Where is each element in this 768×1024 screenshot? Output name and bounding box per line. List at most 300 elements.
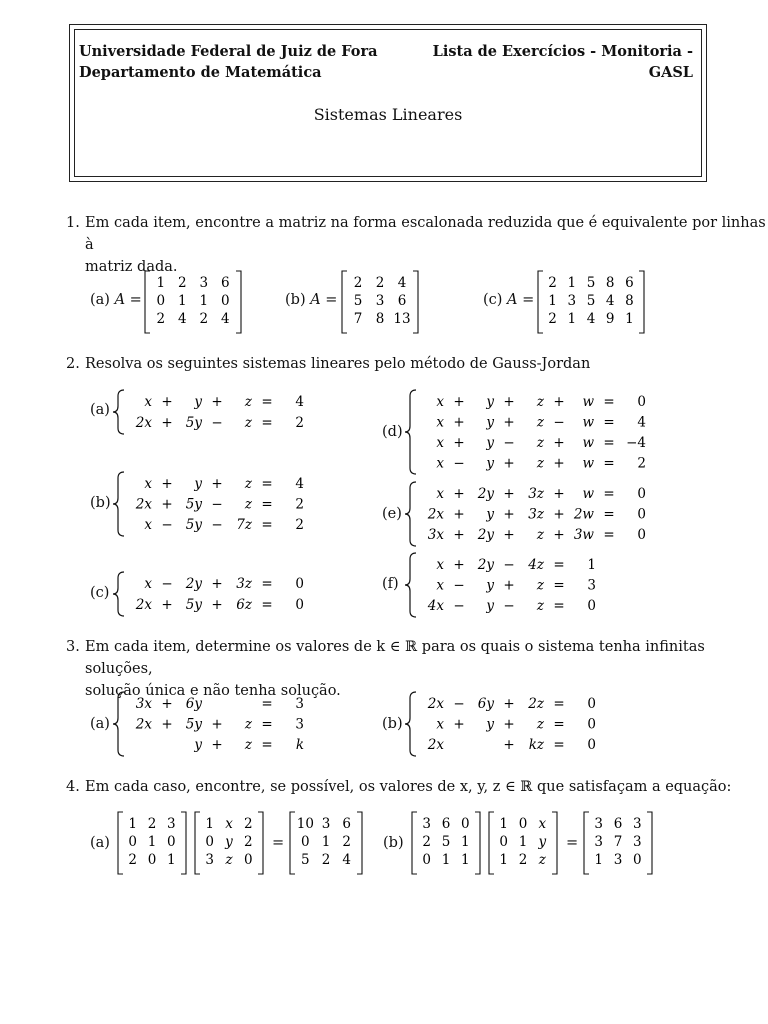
system-term: +: [161, 597, 173, 614]
system-term: w: [582, 434, 594, 451]
bracket-left: [412, 812, 417, 874]
bracket-right: [258, 812, 263, 874]
matrix-cell: 0: [461, 816, 470, 832]
system-term: 5y: [185, 597, 202, 614]
curly-brace: [113, 692, 124, 756]
system-term: −: [503, 434, 515, 451]
system-term: 2: [637, 455, 646, 472]
matrix-cell: 4: [342, 852, 351, 868]
system-term: 0: [587, 598, 596, 615]
system-term: −: [453, 455, 465, 472]
matrix-cell: 1: [461, 852, 470, 868]
q1b-matrix-name: A =: [310, 292, 338, 308]
header-right: [433, 41, 693, 83]
system-term: +: [453, 485, 465, 502]
system-term: z: [536, 455, 544, 472]
matrix-cell: 4: [177, 311, 187, 327]
q2d-label: (d): [382, 424, 403, 440]
system-term: 5y: [185, 415, 202, 432]
matrix-cell: 6: [613, 816, 623, 832]
curly-brace: [113, 390, 124, 434]
system-term: +: [211, 475, 223, 492]
document-title: Sistemas Lineares: [313, 105, 463, 124]
q4b-equals: =: [566, 835, 579, 851]
system-term: z: [244, 737, 252, 754]
matrix-cell: 2: [244, 834, 253, 850]
system-term: +: [453, 556, 465, 573]
matrix-cell: z: [538, 852, 546, 868]
matrix-cell: 2: [156, 311, 166, 327]
system-term: −: [211, 415, 223, 432]
matrix-cell: 0: [422, 852, 431, 868]
header-inner-frame: [74, 29, 702, 177]
system-term: 0: [295, 597, 304, 614]
matrix-cell: 0: [156, 293, 166, 309]
matrix-cell: 1: [147, 834, 157, 850]
system-term: +: [503, 737, 515, 754]
system-term: =: [553, 695, 565, 712]
matrix-cell: 2: [548, 275, 557, 291]
system-term: 2y: [185, 576, 202, 593]
system-term: +: [453, 393, 465, 410]
matrix-cell: 1: [461, 834, 470, 850]
list-title-line1: Lista de Exercícios - Monitoria -: [432, 43, 693, 60]
system-term: 2z: [528, 695, 544, 712]
matrix-cell: 1: [518, 834, 528, 850]
q4a-matrix-unknowns: [193, 811, 265, 875]
system-term: =: [553, 737, 565, 754]
bracket-left: [145, 271, 150, 333]
bracket-right: [413, 271, 418, 333]
header-box: [69, 24, 707, 182]
matrix-cell: 0: [205, 834, 214, 850]
system-term: 6y: [185, 695, 202, 712]
system-term: 4: [637, 414, 646, 431]
system-term: +: [211, 597, 223, 614]
q4a-matrix-result: [288, 811, 364, 875]
system-term: =: [553, 598, 565, 615]
system-term: =: [603, 455, 615, 472]
system-term: 2: [295, 415, 304, 432]
system-term: =: [261, 496, 273, 513]
system-term: 2w: [573, 506, 594, 523]
matrix-cell: 6: [342, 816, 351, 832]
system-term: −4: [626, 434, 646, 451]
matrix-cell: 3: [205, 852, 214, 868]
matrix-cell: 3: [567, 293, 577, 309]
system-term: y: [194, 394, 202, 411]
matrix-cell: 0: [518, 816, 528, 832]
system-term: =: [553, 577, 565, 594]
system-term: +: [503, 455, 515, 472]
curly-brace: [405, 390, 416, 474]
system-term: +: [503, 485, 515, 502]
system-term: 0: [637, 506, 646, 523]
question-1-number: 1.: [66, 215, 80, 231]
system-term: +: [553, 506, 565, 523]
q4b-label: (b): [383, 835, 404, 851]
system-term: 0: [295, 576, 304, 593]
system-term: =: [261, 475, 273, 492]
matrix-cell: 4: [586, 311, 596, 327]
curly-brace: [405, 482, 416, 546]
matrix-cell: 3: [167, 816, 176, 832]
system-term: y: [486, 716, 494, 733]
q1b-label-text: (b): [285, 292, 306, 308]
system-term: +: [453, 527, 465, 544]
system-term: 0: [587, 716, 596, 733]
matrix-cell: 0: [147, 852, 157, 868]
matrix-cell: 5: [586, 275, 596, 291]
system-term: +: [503, 716, 515, 733]
matrix-cell: 3: [422, 816, 431, 832]
system-term: z: [536, 577, 544, 594]
system-term: 0: [637, 527, 646, 544]
question-3-text-line2: solução única e não tenha solução.: [85, 683, 341, 699]
matrix-cell: x: [225, 816, 233, 832]
matrix-cell: 0: [167, 834, 176, 850]
system-term: −: [161, 576, 173, 593]
system-term: 2: [295, 496, 304, 513]
system-term: x: [144, 394, 152, 411]
system-term: x: [144, 475, 152, 492]
q2c-system: [112, 570, 312, 618]
q2e-system: [404, 480, 654, 548]
system-term: x: [436, 393, 444, 410]
bracket-left: [195, 812, 200, 874]
system-term: y: [194, 737, 202, 754]
matrix-cell: 2: [177, 275, 187, 291]
system-term: y: [486, 577, 494, 594]
q2f-label: (f): [382, 576, 399, 592]
matrix-cell: 2: [128, 852, 137, 868]
system-term: 3z: [236, 576, 252, 593]
bracket-right: [181, 812, 186, 874]
system-term: 4z: [528, 556, 544, 573]
system-term: y: [486, 434, 494, 451]
system-term: −: [211, 517, 223, 534]
matrix-cell: 4: [220, 311, 230, 327]
matrix-cell: 8: [375, 311, 385, 327]
matrix-cell: z: [225, 852, 233, 868]
system-term: =: [553, 716, 565, 733]
q1a-matrix-name: A =: [114, 292, 142, 308]
system-term: x: [436, 455, 444, 472]
bracket-left: [489, 812, 494, 874]
matrix-cell: 0: [128, 834, 137, 850]
matrix-cell: 10: [296, 816, 314, 832]
matrix-cell: 9: [605, 311, 615, 327]
matrix-cell: 1: [594, 852, 603, 868]
system-term: y: [486, 598, 494, 615]
q3a-label: (a): [90, 716, 110, 732]
system-term: =: [261, 737, 273, 754]
q1c-label: [483, 292, 534, 308]
system-term: 0: [637, 393, 646, 410]
system-term: w: [582, 393, 594, 410]
system-term: −: [453, 695, 465, 712]
system-term: z: [244, 394, 252, 411]
system-term: 3: [295, 695, 304, 712]
system-term: x: [436, 485, 444, 502]
system-term: =: [603, 506, 615, 523]
system-term: =: [261, 415, 273, 432]
system-term: w: [582, 414, 594, 431]
system-term: 2x: [427, 695, 444, 712]
q2a-label: (a): [90, 402, 110, 418]
question-4-text: Em cada caso, encontre, se possível, os valores de x, y, z ∈ ℝ que satisfaçam a equação:: [85, 779, 732, 795]
system-term: z: [244, 496, 252, 513]
system-term: 2y: [477, 556, 494, 573]
system-term: +: [503, 527, 515, 544]
system-term: +: [161, 415, 173, 432]
matrix-cell: 8: [625, 293, 634, 309]
system-term: =: [261, 597, 273, 614]
matrix-cell: 0: [220, 293, 230, 309]
matrix-cell: 8: [605, 275, 615, 291]
system-term: =: [261, 576, 273, 593]
q1c-label-text: (c): [483, 292, 503, 308]
question-2-number: 2.: [66, 356, 80, 372]
curly-brace: [113, 472, 124, 536]
system-term: 2y: [477, 527, 494, 544]
system-term: +: [553, 455, 565, 472]
system-term: =: [603, 434, 615, 451]
list-title-line2: GASL: [648, 64, 693, 81]
q2d-system: [404, 388, 646, 476]
system-term: +: [503, 695, 515, 712]
system-term: =: [261, 394, 273, 411]
matrix-cell: x: [538, 816, 547, 832]
system-term: −: [211, 496, 223, 513]
q3b-system: [404, 690, 604, 758]
matrix-cell: 2: [199, 311, 209, 327]
question-4-number: 4.: [66, 779, 80, 795]
bracket-left: [538, 271, 543, 333]
matrix-cell: 1: [567, 311, 577, 327]
matrix-cell: 2: [375, 275, 385, 291]
system-term: +: [553, 527, 565, 544]
system-term: −: [553, 414, 565, 431]
q1a-label: [90, 292, 142, 308]
system-term: 2x: [427, 506, 444, 523]
system-term: =: [261, 716, 273, 733]
q2a-system: [112, 388, 312, 436]
matrix-cell: 2: [321, 852, 331, 868]
bracket-left: [584, 812, 589, 874]
system-term: x: [144, 517, 152, 534]
system-term: =: [553, 556, 565, 573]
system-term: −: [161, 517, 173, 534]
matrix-cell: 2: [147, 816, 157, 832]
system-term: 2x: [135, 597, 152, 614]
matrix-cell: 1: [177, 293, 187, 309]
matrix-cell: 3: [199, 275, 209, 291]
q3b-label: (b): [382, 716, 403, 732]
system-term: x: [436, 414, 444, 431]
matrix-cell: 6: [397, 293, 407, 309]
system-term: +: [161, 394, 173, 411]
matrix-cell: y: [538, 834, 547, 850]
system-term: +: [503, 393, 515, 410]
system-term: +: [211, 716, 223, 733]
matrix-cell: y: [225, 834, 233, 850]
matrix-cell: 0: [301, 834, 310, 850]
system-term: z: [536, 414, 544, 431]
system-term: 0: [637, 485, 646, 502]
system-term: x: [436, 434, 444, 451]
matrix-cell: 0: [244, 852, 253, 868]
system-term: 7z: [236, 517, 252, 534]
matrix-cell: 5: [441, 834, 451, 850]
q2e-label: (e): [382, 506, 402, 522]
system-term: 2x: [135, 716, 152, 733]
system-term: x: [436, 577, 444, 594]
system-term: +: [553, 393, 565, 410]
matrix-cell: 1: [128, 816, 137, 832]
matrix-cell: 1: [499, 852, 508, 868]
system-term: =: [261, 695, 273, 712]
system-term: y: [486, 393, 494, 410]
q1c-matrix-name: A =: [507, 292, 535, 308]
q4b-matrix-result: [582, 811, 654, 875]
matrix-cell: 2: [518, 852, 528, 868]
system-term: +: [211, 576, 223, 593]
matrix-cell: 1: [499, 816, 508, 832]
matrix-cell: 6: [441, 816, 451, 832]
system-term: +: [553, 434, 565, 451]
bracket-left: [118, 812, 123, 874]
matrix-cell: 2: [342, 834, 351, 850]
system-term: 5y: [185, 496, 202, 513]
system-term: =: [603, 393, 615, 410]
matrix-cell: 1: [548, 293, 557, 309]
system-term: 3x: [427, 527, 444, 544]
matrix-cell: 2: [548, 311, 557, 327]
system-term: 2x: [427, 737, 444, 754]
matrix-cell: 1: [205, 816, 214, 832]
system-term: +: [503, 414, 515, 431]
system-term: 3z: [528, 485, 544, 502]
matrix-cell: 0: [499, 834, 508, 850]
q2c-label: (c): [90, 585, 110, 601]
system-term: y: [486, 414, 494, 431]
system-term: =: [603, 414, 615, 431]
matrix-cell: 1: [441, 852, 451, 868]
system-term: z: [244, 415, 252, 432]
system-term: −: [503, 556, 515, 573]
bracket-right: [552, 812, 557, 874]
system-term: 3: [587, 577, 596, 594]
system-term: 3z: [528, 506, 544, 523]
q2f-system: [404, 551, 604, 619]
system-term: y: [486, 506, 494, 523]
system-term: +: [453, 434, 465, 451]
matrix-cell: 1: [156, 275, 166, 291]
matrix-cell: 1: [625, 311, 634, 327]
system-term: z: [536, 527, 544, 544]
matrix-cell: 0: [633, 852, 642, 868]
system-term: 3w: [573, 527, 594, 544]
system-term: 5y: [185, 517, 202, 534]
university-name: Universidade Federal de Juiz de Fora: [79, 43, 378, 60]
matrix-cell: 4: [605, 293, 615, 309]
system-term: 6y: [477, 695, 494, 712]
bracket-right: [236, 271, 241, 333]
q4a-equals: =: [272, 835, 285, 851]
matrix-cell: 5: [353, 293, 363, 309]
bracket-right: [475, 812, 480, 874]
system-term: y: [194, 475, 202, 492]
system-term: +: [161, 475, 173, 492]
q1b-matrix: [340, 270, 420, 334]
matrix-cell: 3: [633, 834, 642, 850]
matrix-cell: 3: [375, 293, 385, 309]
system-term: +: [553, 485, 565, 502]
matrix-cell: 13: [393, 311, 411, 327]
curly-brace: [405, 553, 416, 617]
header-left: [79, 41, 378, 83]
system-term: z: [244, 716, 252, 733]
matrix-cell: 3: [613, 852, 623, 868]
system-term: z: [536, 393, 544, 410]
department-name: Departamento de Matemática: [79, 64, 322, 81]
system-term: +: [453, 716, 465, 733]
curly-brace: [113, 572, 124, 616]
system-term: k: [295, 737, 304, 754]
system-term: z: [536, 434, 544, 451]
system-term: 5y: [185, 716, 202, 733]
system-term: +: [453, 414, 465, 431]
question-1-text: [85, 212, 768, 278]
bracket-left: [342, 271, 347, 333]
system-term: z: [536, 598, 544, 615]
q1a-matrix: [143, 270, 243, 334]
matrix-cell: 3: [594, 834, 603, 850]
system-term: 4: [295, 394, 304, 411]
q4a-label: (a): [90, 835, 110, 851]
q1c-matrix: [536, 270, 646, 334]
system-term: 2x: [135, 496, 152, 513]
q1a-label-text: (a): [90, 292, 110, 308]
matrix-cell: 3: [594, 816, 603, 832]
system-term: 6z: [236, 597, 252, 614]
system-term: +: [503, 506, 515, 523]
matrix-cell: 3: [633, 816, 642, 832]
system-term: 0: [587, 695, 596, 712]
curly-brace: [405, 692, 416, 756]
system-term: 2: [295, 517, 304, 534]
system-term: kz: [528, 737, 544, 754]
system-term: x: [436, 556, 444, 573]
system-term: +: [161, 695, 173, 712]
q2b-label: (b): [90, 495, 111, 511]
system-term: 2y: [477, 485, 494, 502]
q4b-matrix-unknowns: [487, 811, 559, 875]
matrix-cell: 2: [244, 816, 253, 832]
system-term: 4x: [427, 598, 444, 615]
system-term: 3x: [135, 695, 152, 712]
matrix-cell: 2: [422, 834, 431, 850]
matrix-cell: 6: [625, 275, 634, 291]
bracket-right: [639, 271, 644, 333]
system-term: +: [161, 716, 173, 733]
system-term: y: [486, 455, 494, 472]
system-term: +: [453, 506, 465, 523]
question-3-text-line1: Em cada item, determine os valores de k ∈ ℝ para os quais o sistema tenha infinitas soluções,: [85, 639, 705, 677]
system-term: 2x: [135, 415, 152, 432]
system-term: w: [582, 485, 594, 502]
